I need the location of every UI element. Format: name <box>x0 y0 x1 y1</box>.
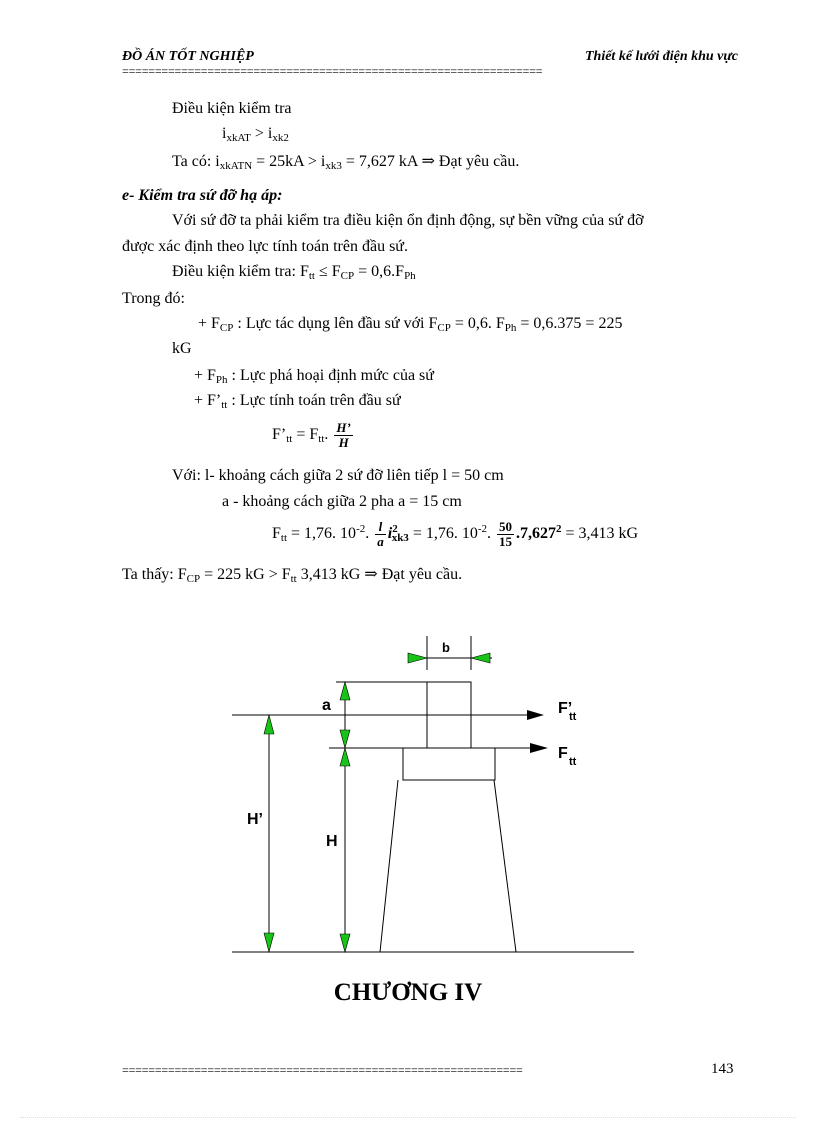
text: i <box>222 125 227 142</box>
footer-rule: ============================================================= <box>122 1063 523 1077</box>
sub: tt <box>290 573 297 585</box>
text: . <box>365 525 370 542</box>
chapter-title: CHƯƠNG IV <box>333 979 483 1006</box>
sub: tt <box>286 433 293 445</box>
text: = 0,6. F <box>450 315 505 332</box>
insulator-right-edge <box>494 780 516 952</box>
text-line <box>222 124 289 144</box>
text-line: Với: l- khoảng cách giữa 2 sứ đỡ liên tiếp l = 50 cm <box>172 467 504 484</box>
text: = 1,76. 10 <box>408 525 478 542</box>
label-a: a <box>322 697 331 714</box>
sub: CP <box>186 573 201 585</box>
arrow-b-right <box>471 653 490 663</box>
equation-ftt-prime <box>272 418 355 452</box>
label-ftt-prime-sub: tt <box>569 711 577 723</box>
equation-ftt <box>272 516 638 552</box>
insulator-left-edge <box>380 780 398 952</box>
label-ftt-sub: tt <box>569 756 577 768</box>
arrow-b-left <box>408 653 427 663</box>
arrow-a-bottom <box>340 730 350 748</box>
text: Ta có: i <box>172 153 220 170</box>
text: = 1,76. 10 <box>287 525 357 542</box>
text-line <box>172 262 416 282</box>
sub: xkATN <box>219 160 253 172</box>
text: > i <box>250 125 273 142</box>
sub: Ph <box>404 270 416 282</box>
page-number: 143 <box>711 1061 734 1077</box>
text: : Lực phá hoại định mức của sứ <box>227 367 434 384</box>
text: ≤ F <box>314 263 341 280</box>
section-heading: e- Kiểm tra sứ đỡ hạ áp: <box>122 187 283 204</box>
sub: CP <box>340 270 355 282</box>
text-line <box>194 391 401 411</box>
text: : Lực tác dụng lên đầu sứ với F <box>233 315 438 332</box>
text: F <box>272 525 281 542</box>
insulator-flange <box>403 748 495 780</box>
text: = F <box>292 426 319 443</box>
numerator: l <box>375 520 386 535</box>
sub: xk2 <box>272 132 289 144</box>
header-right: Thiết kế lưới điện khu vực <box>584 49 738 64</box>
sub: tt <box>280 532 288 544</box>
text: : Lực tính toán trên đầu sứ <box>227 392 401 409</box>
text: i <box>387 525 393 542</box>
arrow-a-top <box>340 682 350 700</box>
sub: Ph <box>504 322 517 334</box>
sub: CP <box>437 322 451 334</box>
sub: tt <box>308 270 315 282</box>
sub: xkAT <box>226 132 251 144</box>
sub: xk3 <box>391 532 409 544</box>
sup: -2 <box>477 523 488 535</box>
text-line: kG <box>172 340 192 357</box>
text-line <box>198 314 622 334</box>
arrow-hprime-bottom <box>264 933 274 952</box>
force-arrow-ftt <box>530 743 548 753</box>
label-ftt-prime: F’ <box>558 700 573 717</box>
denominator: a <box>377 533 384 549</box>
label-h: H <box>326 833 338 850</box>
text: . <box>324 426 329 443</box>
sub: Ph <box>215 374 228 386</box>
fraction <box>375 520 386 549</box>
sub: CP <box>219 322 234 334</box>
sub: tt <box>318 433 325 445</box>
text: F’ <box>272 426 287 443</box>
text: Ta thấy: F <box>122 566 187 583</box>
insulator-diagram <box>230 636 650 966</box>
text: = 7,627 kA ⇒ Đạt yêu cầu. <box>341 153 520 170</box>
sub: xk3 <box>325 160 342 172</box>
sup: 2 <box>392 523 398 535</box>
bottom-dotted-border <box>20 1117 796 1118</box>
label-h-prime: H’ <box>247 811 263 828</box>
text: = 0,6.F <box>354 263 405 280</box>
text: = 0,6.375 = 225 <box>516 315 623 332</box>
numerator: 50 <box>499 518 513 534</box>
denominator: 15 <box>499 533 513 549</box>
text: = 225 kG > F <box>200 566 291 583</box>
text-line: a - khoảng cách giữa 2 pha a = 15 cm <box>222 493 462 510</box>
header-left: ĐỒ ÁN TỐT NGHIỆP <box>122 49 254 64</box>
text-line: được xác định theo lực tính toán trên đầu sứ. <box>122 238 408 255</box>
text: + F <box>198 315 220 332</box>
sup: -2 <box>356 523 366 535</box>
sub: tt <box>221 399 228 411</box>
text: 3,413 kG ⇒ Đạt yêu cầu. <box>296 566 463 583</box>
numerator: H’ <box>336 419 351 435</box>
text-line: Điều kiện kiểm tra <box>172 100 292 117</box>
force-arrow-ftt-prime <box>527 710 544 720</box>
label-ftt: F <box>558 745 568 762</box>
fraction <box>497 520 514 549</box>
arrow-h-top <box>340 748 350 766</box>
arrow-hprime-top <box>264 715 274 734</box>
text-line <box>122 565 462 585</box>
text-line <box>194 366 434 386</box>
header-rule: ================================================================ <box>122 64 543 78</box>
sup: 2 <box>556 523 562 535</box>
text: = 3,413 kG <box>561 525 639 542</box>
arrow-h-bottom <box>340 934 350 952</box>
fraction <box>334 421 352 450</box>
label-b: b <box>442 640 450 655</box>
text: .7,627 <box>516 525 557 542</box>
text-line: Với sứ đỡ ta phải kiểm tra điều kiện ổn định động, sự bền vững của sứ đỡ <box>172 212 644 229</box>
denominator: H <box>338 434 349 450</box>
text: . <box>487 525 492 542</box>
text-line: Trong đó: <box>122 290 185 307</box>
text-line <box>172 152 519 172</box>
text: Điều kiện kiểm tra: F <box>172 263 309 280</box>
text: + F <box>194 367 216 384</box>
text: = 25kA > i <box>252 153 326 170</box>
text: + F’ <box>194 392 222 409</box>
